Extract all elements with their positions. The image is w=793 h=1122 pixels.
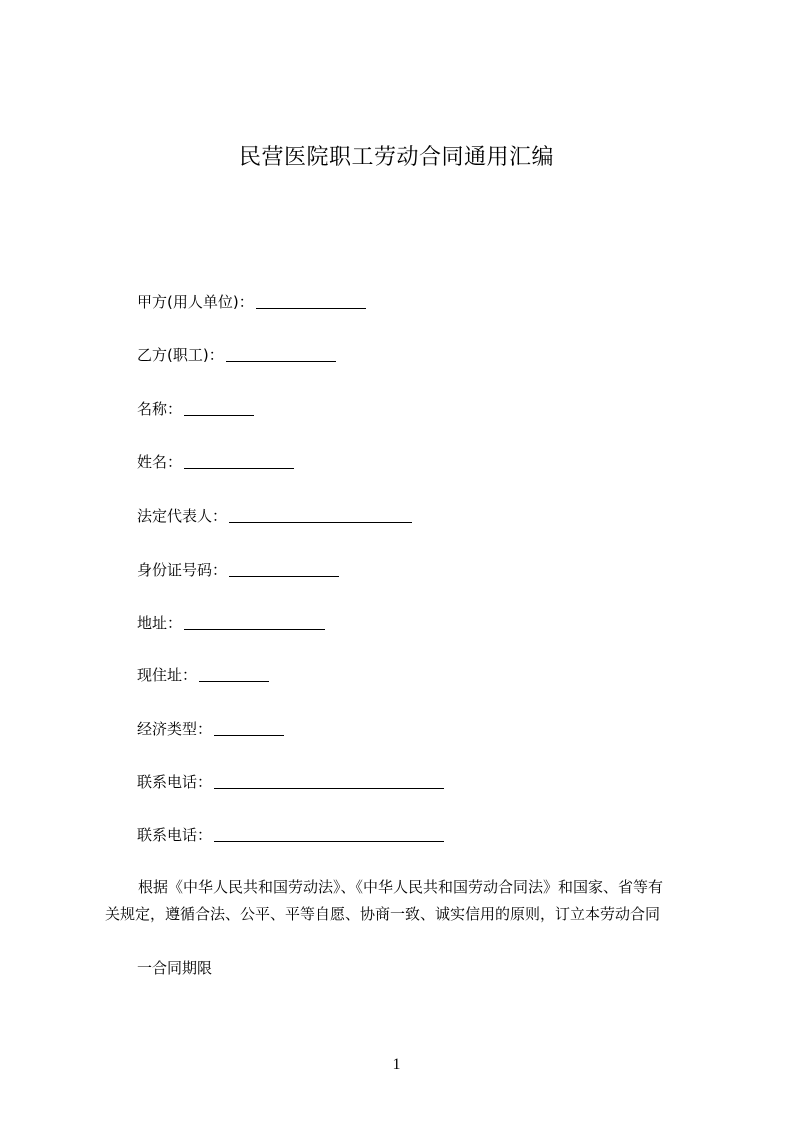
legal-representative-field	[137, 506, 412, 526]
fill-blank[interactable]	[184, 614, 325, 630]
phone-field-1	[137, 772, 444, 792]
field-label: 现住址：	[137, 666, 198, 684]
party-a-field	[137, 292, 366, 312]
id-number-field	[137, 560, 339, 580]
fill-blank[interactable]	[229, 561, 339, 577]
page-number: 1	[392, 1056, 401, 1073]
fill-blank[interactable]	[199, 666, 269, 682]
field-label: 联系电话：	[137, 826, 213, 844]
fill-blank[interactable]	[214, 773, 444, 789]
field-label: 经济类型：	[137, 720, 213, 738]
field-label: 身份证号码：	[137, 561, 228, 579]
document-title: 民营医院职工劳动合同通用汇编	[238, 145, 554, 170]
fill-blank[interactable]	[226, 346, 336, 362]
party-b-field	[137, 345, 336, 365]
fill-blank[interactable]	[214, 720, 284, 736]
field-label: 联系电话：	[137, 773, 213, 791]
field-label: 甲方(用人单位)：	[137, 293, 254, 311]
full-name-field	[137, 452, 294, 472]
field-label: 姓名：	[137, 453, 183, 471]
address-field	[137, 613, 325, 633]
paragraph-line: 根据《中华人民共和国劳动法》、《中华人民共和国劳动合同法》和国家、省等有	[138, 878, 664, 896]
fill-blank[interactable]	[229, 507, 412, 523]
section-heading: 一合同期限	[137, 959, 213, 977]
field-label: 乙方(职工)：	[137, 346, 224, 364]
fill-blank[interactable]	[184, 400, 254, 416]
name-field	[137, 399, 254, 419]
fill-blank[interactable]	[184, 453, 294, 469]
fill-blank[interactable]	[256, 293, 366, 309]
fill-blank[interactable]	[214, 826, 444, 842]
paragraph-line: 关规定，遵循合法、公平、平等自愿、协商一致、诚实信用的原则，订立本劳动合同	[105, 905, 661, 923]
field-label: 法定代表人：	[137, 507, 228, 525]
field-label: 名称：	[137, 400, 183, 418]
preamble-paragraph	[105, 874, 705, 928]
field-label: 地址：	[137, 614, 183, 632]
current-address-field	[137, 665, 269, 685]
phone-field-2	[137, 825, 444, 845]
economic-type-field	[137, 719, 284, 739]
